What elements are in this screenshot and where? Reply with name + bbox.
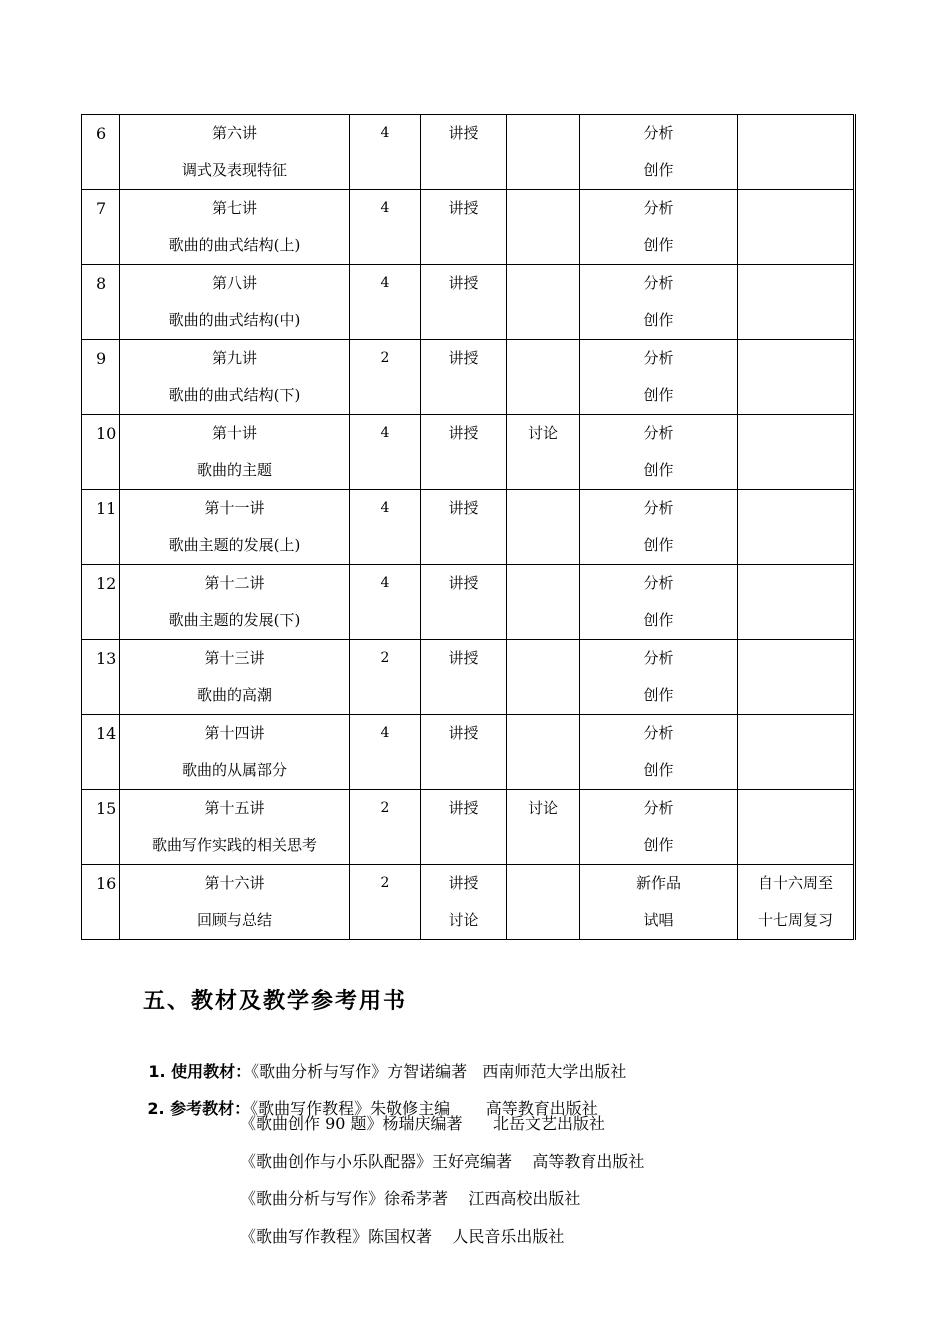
hours-line-1: 4 <box>380 425 390 441</box>
hours-cell <box>350 640 421 715</box>
hours-line-1: 2 <box>380 350 390 366</box>
lecture-number-cell <box>82 715 120 790</box>
teaching-method-cell <box>421 865 507 940</box>
note-cell <box>738 115 855 190</box>
reference-book-line: 《歌曲创作与小乐队配器》王好亮编著 高等教育出版社 <box>240 1152 645 1171</box>
hours-cell <box>350 790 421 865</box>
lecture-number-cell <box>82 190 120 265</box>
lecture-title-cell <box>120 340 350 415</box>
practice-line-1: 分析 <box>643 274 674 292</box>
practice-line-1: 分析 <box>643 499 674 517</box>
hours-line-1: 2 <box>380 650 390 666</box>
discussion-cell <box>507 565 580 640</box>
teaching-method-cell <box>421 340 507 415</box>
lecture-number-cell <box>82 490 120 565</box>
section-title: 五、教材及教学参考用书 <box>143 989 408 1014</box>
lecture-title-line-2: 歌曲的曲式结构(上) <box>168 236 301 254</box>
main-textbook-label: 1. 使用教材： <box>148 1062 252 1081</box>
discussion-line-1: 讨论 <box>527 424 558 442</box>
table-row <box>82 715 855 790</box>
lecture-title-line-1: 第十三讲 <box>204 649 265 667</box>
practice-line-1: 分析 <box>643 724 674 742</box>
teaching-method-cell <box>421 640 507 715</box>
schedule-body <box>82 115 855 940</box>
table-row <box>82 340 855 415</box>
practice-line-2: 创作 <box>643 461 674 479</box>
reference-textbook-label: 2. 参考教材： <box>147 1099 251 1118</box>
note-line-1: 自十六周至 <box>757 874 833 892</box>
practice-line-2: 创作 <box>643 836 674 854</box>
hours-line-1: 4 <box>380 275 390 291</box>
practice-cell <box>580 265 738 340</box>
lecture-number-line-1: 14 <box>96 724 117 743</box>
teaching-method-cell <box>421 715 507 790</box>
lecture-number-line-1: 8 <box>96 274 107 293</box>
note-cell <box>738 340 855 415</box>
reference-book-line: 《歌曲分析与写作》徐希茅著 江西高校出版社 <box>240 1189 581 1208</box>
lecture-number-cell <box>82 340 120 415</box>
lecture-number-line-1: 13 <box>96 649 117 668</box>
lecture-title-line-1: 第七讲 <box>211 199 257 217</box>
lecture-title-line-2: 歌曲的主题 <box>196 461 272 479</box>
practice-line-2: 创作 <box>643 236 674 254</box>
lecture-title-line-2: 歌曲写作实践的相关思考 <box>151 836 317 854</box>
lecture-title-line-2: 回顾与总结 <box>196 911 272 929</box>
practice-line-1: 分析 <box>643 424 674 442</box>
hours-line-1: 2 <box>380 800 390 816</box>
lecture-title-cell <box>120 490 350 565</box>
reference-book-line: 《歌曲写作教程》陈国权著 人民音乐出版社 <box>240 1227 565 1246</box>
practice-line-1: 分析 <box>643 199 674 217</box>
lecture-number-line-1: 11 <box>96 499 117 518</box>
hours-line-1: 4 <box>380 500 390 516</box>
practice-line-2: 创作 <box>643 761 674 779</box>
lecture-number-cell <box>82 415 120 490</box>
practice-line-1: 分析 <box>643 349 674 367</box>
teaching-method-line-1: 讲授 <box>448 874 479 892</box>
practice-cell <box>580 115 738 190</box>
teaching-method-line-1: 讲授 <box>448 349 479 367</box>
hours-cell <box>350 115 421 190</box>
lecture-title-cell <box>120 190 350 265</box>
teaching-method-line-1: 讲授 <box>448 124 479 142</box>
hours-cell <box>350 415 421 490</box>
teaching-method-line-2: 讨论 <box>448 911 479 929</box>
practice-line-1: 分析 <box>643 574 674 592</box>
discussion-cell <box>507 790 580 865</box>
course-schedule-table <box>81 114 856 940</box>
practice-line-2: 创作 <box>643 311 674 329</box>
discussion-cell <box>507 190 580 265</box>
lecture-title-cell <box>120 115 350 190</box>
discussion-line-1: 讨论 <box>527 799 558 817</box>
teaching-method-cell <box>421 115 507 190</box>
lecture-title-line-1: 第十六讲 <box>204 874 265 892</box>
practice-cell <box>580 715 738 790</box>
hours-cell <box>350 715 421 790</box>
lecture-number-cell <box>82 640 120 715</box>
table-row <box>82 640 855 715</box>
note-cell <box>738 415 855 490</box>
practice-cell <box>580 640 738 715</box>
note-cell <box>738 490 855 565</box>
practice-cell <box>580 190 738 265</box>
lecture-title-line-1: 第十讲 <box>211 424 257 442</box>
table-row <box>82 115 855 190</box>
practice-line-2: 创作 <box>643 536 674 554</box>
lecture-title-line-2: 歌曲主题的发展(上) <box>168 536 301 554</box>
lecture-title-line-2: 歌曲的曲式结构(下) <box>168 386 301 404</box>
hours-line-1: 4 <box>380 125 390 141</box>
table-row <box>82 565 855 640</box>
table-row <box>82 265 855 340</box>
teaching-method-line-1: 讲授 <box>448 574 479 592</box>
lecture-number-line-1: 7 <box>96 199 107 218</box>
lecture-title-line-1: 第十二讲 <box>204 574 265 592</box>
main-textbook-text: 《歌曲分析与写作》方智诺编著 西南师范大学出版社 <box>251 1062 627 1081</box>
discussion-cell <box>507 640 580 715</box>
lecture-number-line-1: 16 <box>96 874 117 893</box>
practice-cell <box>580 790 738 865</box>
lecture-number-line-1: 15 <box>96 799 117 818</box>
practice-line-2: 创作 <box>643 161 674 179</box>
discussion-cell <box>507 865 580 940</box>
hours-cell <box>350 340 421 415</box>
teaching-method-cell <box>421 490 507 565</box>
practice-cell <box>580 340 738 415</box>
teaching-method-cell <box>421 565 507 640</box>
lecture-title-line-2: 歌曲的高潮 <box>196 686 272 704</box>
hours-line-1: 2 <box>380 875 390 891</box>
practice-cell <box>580 865 738 940</box>
lecture-title-line-2: 歌曲的曲式结构(中) <box>168 311 301 329</box>
table-row <box>82 790 855 865</box>
note-cell <box>738 265 855 340</box>
note-cell <box>738 640 855 715</box>
lecture-title-line-2: 歌曲主题的发展(下) <box>168 611 301 629</box>
teaching-method-line-1: 讲授 <box>448 274 479 292</box>
discussion-cell <box>507 715 580 790</box>
lecture-number-cell <box>82 115 120 190</box>
practice-line-2: 创作 <box>643 686 674 704</box>
note-line-2: 十七周复习 <box>757 911 833 929</box>
lecture-title-line-1: 第八讲 <box>211 274 257 292</box>
lecture-title-cell <box>120 865 350 940</box>
hours-cell <box>350 490 421 565</box>
lecture-title-line-1: 第九讲 <box>211 349 257 367</box>
teaching-method-cell <box>421 265 507 340</box>
hours-line-1: 4 <box>380 200 390 216</box>
hours-cell <box>350 565 421 640</box>
lecture-title-line-1: 第六讲 <box>211 124 257 142</box>
teaching-method-line-1: 讲授 <box>448 424 479 442</box>
lecture-title-cell <box>120 415 350 490</box>
teaching-method-cell <box>421 190 507 265</box>
lecture-title-line-1: 第十五讲 <box>204 799 265 817</box>
table-row <box>82 865 855 940</box>
discussion-cell <box>507 490 580 565</box>
lecture-title-cell <box>120 265 350 340</box>
teaching-method-cell <box>421 790 507 865</box>
discussion-cell <box>507 115 580 190</box>
note-cell <box>738 565 855 640</box>
teaching-method-cell <box>421 415 507 490</box>
lecture-title-cell <box>120 565 350 640</box>
lecture-title-line-1: 第十四讲 <box>204 724 265 742</box>
practice-line-2: 试唱 <box>643 911 674 929</box>
teaching-method-line-1: 讲授 <box>448 649 479 667</box>
practice-line-1: 分析 <box>643 799 674 817</box>
note-cell <box>738 865 855 940</box>
hours-cell <box>350 190 421 265</box>
lecture-number-line-1: 9 <box>96 349 107 368</box>
lecture-number-cell <box>82 565 120 640</box>
practice-line-1: 新作品 <box>635 874 681 892</box>
lecture-number-cell <box>82 865 120 940</box>
lecture-title-cell <box>120 715 350 790</box>
teaching-method-line-1: 讲授 <box>448 724 479 742</box>
practice-cell <box>580 415 738 490</box>
lecture-title-line-1: 第十一讲 <box>204 499 265 517</box>
discussion-cell <box>507 415 580 490</box>
lecture-title-line-2: 调式及表现特征 <box>181 161 287 179</box>
lecture-number-cell <box>82 790 120 865</box>
practice-line-1: 分析 <box>643 124 674 142</box>
note-cell <box>738 190 855 265</box>
note-cell <box>738 715 855 790</box>
note-cell <box>738 790 855 865</box>
teaching-method-line-1: 讲授 <box>448 499 479 517</box>
table-row <box>82 190 855 265</box>
hours-line-1: 4 <box>380 575 390 591</box>
practice-line-2: 创作 <box>643 386 674 404</box>
practice-line-1: 分析 <box>643 649 674 667</box>
lecture-title-cell <box>120 640 350 715</box>
practice-cell <box>580 490 738 565</box>
lecture-number-line-1: 10 <box>96 424 117 443</box>
teaching-method-line-1: 讲授 <box>448 799 479 817</box>
lecture-title-line-2: 歌曲的从属部分 <box>181 761 287 779</box>
lecture-number-line-1: 12 <box>96 574 117 593</box>
discussion-cell <box>507 340 580 415</box>
table-row <box>82 490 855 565</box>
reference-book-line: 《歌曲创作 90 题》杨瑞庆编著 北岳文艺出版社 <box>240 1114 606 1133</box>
discussion-cell <box>507 265 580 340</box>
lecture-number-line-1: 6 <box>96 124 107 143</box>
practice-cell <box>580 565 738 640</box>
hours-line-1: 4 <box>380 725 390 741</box>
teaching-method-line-1: 讲授 <box>448 199 479 217</box>
table-row <box>82 415 855 490</box>
reference-textbook-text: 《歌曲写作教程》朱敬修主编 高等教育出版社 <box>250 1099 598 1118</box>
practice-line-2: 创作 <box>643 611 674 629</box>
lecture-number-cell <box>82 265 120 340</box>
lecture-title-cell <box>120 790 350 865</box>
hours-cell <box>350 265 421 340</box>
hours-cell <box>350 865 421 940</box>
